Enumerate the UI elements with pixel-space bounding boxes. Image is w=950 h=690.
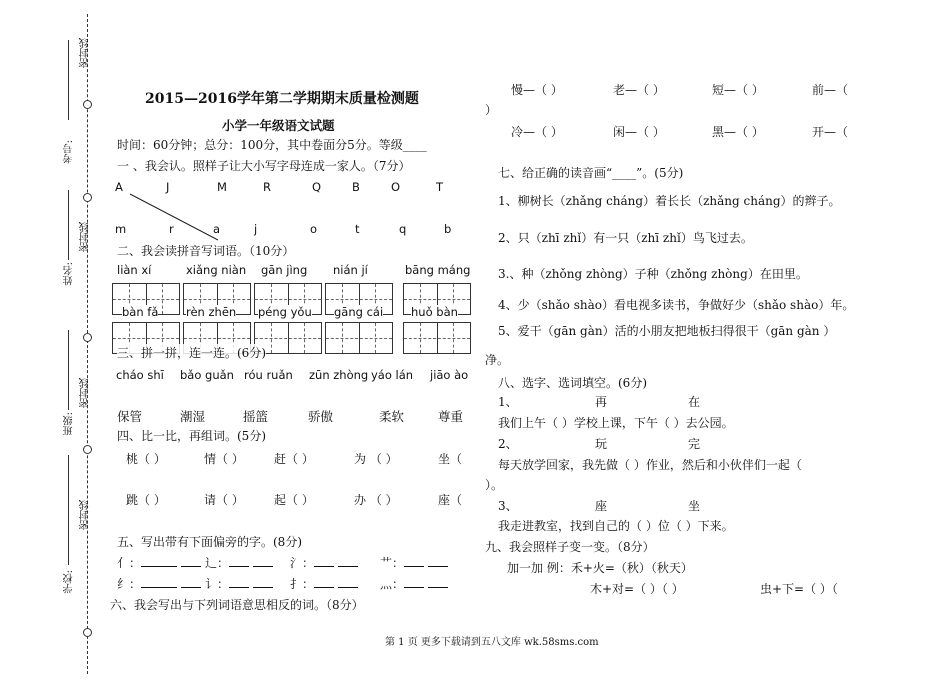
q8-choice-char: 完 [688, 437, 701, 451]
antonym-close-paren: ） [485, 103, 498, 117]
q8-sentence[interactable]: 我们上午（ ）学校上课，下午（ ）去公园。 [498, 416, 734, 430]
seal-label: 密封线 [80, 378, 91, 408]
q8-sentence-tail: ）。 [485, 478, 504, 492]
antonym-item[interactable]: 闲—（ ） [613, 125, 665, 139]
q1-example-connector [110, 192, 230, 244]
radical-item[interactable] [290, 575, 358, 592]
q2-title: 二、我会读拼音写词语。（10分） [117, 244, 295, 258]
pinyin-prompt: gāng cái [334, 305, 384, 319]
name-label: 姓名: [64, 262, 75, 286]
exam-no-fill-line[interactable] [68, 40, 69, 120]
pinyin-prompt: bāng máng [405, 263, 471, 277]
pinyin-prompt: nián jí [333, 263, 368, 277]
radical-item[interactable] [290, 554, 358, 571]
q3-title: 三、拼一拼，连一连。(6分) [117, 346, 266, 360]
radical-label: 辶： [205, 556, 230, 570]
word-option[interactable]: 保管 [117, 409, 143, 424]
q8-group-label: 2、 [498, 437, 518, 451]
antonym-item[interactable]: 慢—（ ） [511, 83, 563, 97]
antonym-item[interactable]: 短—（ ） [712, 83, 764, 97]
class-fill-line[interactable] [68, 330, 69, 410]
binding-hole [83, 445, 92, 454]
compare-item[interactable]: 坐（ [438, 452, 463, 466]
q4-title: 四、比一比，再组词。(5分) [117, 429, 266, 443]
q8-choice-char: 玩 [595, 437, 608, 451]
name-fill-line[interactable] [68, 190, 69, 260]
letter-upper[interactable]: M [217, 180, 227, 194]
letter-upper[interactable]: T [436, 180, 444, 194]
compare-item[interactable]: 桃（ ） [126, 452, 166, 466]
q8-sentence[interactable]: 我走进教室，找到自己的（ ）位（ ）下来。 [498, 519, 734, 533]
radical-label: 亻： [117, 556, 142, 570]
seal-label: 密封线 [80, 222, 91, 252]
letter-lower[interactable]: b [444, 222, 452, 236]
letter-upper[interactable]: J [166, 180, 170, 194]
antonym-item[interactable]: 黑—（ ） [712, 125, 764, 139]
binding-hole [83, 628, 92, 637]
antonym-item[interactable]: 冷—（ ） [511, 125, 563, 139]
radical-label: 扌： [290, 577, 315, 591]
exam-info: 时间：60分钟；总分：100分，其中卷面分5分。等级____ [117, 138, 427, 152]
pinyin-option[interactable]: bǎo guǎn [180, 368, 234, 382]
q8-choice-char: 再 [595, 395, 608, 409]
compare-item[interactable]: 情（ ） [204, 452, 244, 466]
letter-lower[interactable]: m [115, 222, 127, 236]
pinyin-prompt: huǒ bàn [411, 305, 458, 319]
q8-choice-char: 座 [595, 499, 608, 513]
letter-upper[interactable]: O [391, 180, 401, 194]
letter-upper[interactable]: B [352, 180, 360, 194]
q9-item[interactable]: 虫+下=（ ）（ [760, 582, 838, 596]
antonym-item[interactable]: 开—（ [812, 125, 849, 139]
compare-item[interactable]: 座（ [438, 493, 463, 507]
compare-item[interactable]: 办 （ ） [354, 493, 398, 507]
pinyin-prompt: péng yǒu [258, 305, 312, 319]
q8-sentence[interactable]: 每天放学回家，我先做（ ）作业，然后和小伙伴们一起（ [498, 458, 802, 472]
q6-title: 六、我会写出与下列词语意思相反的词。（8分） [110, 598, 364, 612]
radical-label: 灬： [380, 577, 405, 591]
word-option[interactable]: 柔软 [379, 409, 405, 424]
compare-item[interactable]: 赶（ ） [274, 452, 314, 466]
word-option[interactable]: 摇篮 [243, 409, 269, 424]
word-option[interactable]: 骄傲 [308, 409, 334, 424]
writing-grid[interactable] [325, 322, 393, 354]
letter-lower[interactable]: a [213, 222, 221, 236]
radical-label: 氵： [290, 556, 315, 570]
seal-dashed-line [87, 14, 88, 674]
q7-item[interactable]: 4、少（shǎo shào）看电视多读书，争做好少（shǎo shào）年。 [498, 298, 855, 312]
pinyin-option[interactable]: jiāo ào [430, 368, 469, 382]
writing-grid[interactable] [403, 322, 471, 354]
letter-upper[interactable]: R [263, 180, 271, 194]
pinyin-option[interactable]: zūn zhòng [309, 368, 369, 382]
compare-item[interactable]: 为 （ ） [354, 452, 398, 466]
radical-item[interactable] [380, 554, 448, 571]
q7-item-tail: 净。 [485, 353, 510, 367]
q7-item[interactable]: 2、只（zhī zhǐ）有一只（zhī zhǐ）鸟飞过去。 [498, 231, 753, 245]
radical-item[interactable] [380, 575, 448, 592]
radical-item[interactable] [205, 554, 273, 571]
binding-hole [83, 333, 92, 342]
radical-item[interactable] [117, 575, 201, 592]
compare-item[interactable]: 跳（ ） [126, 493, 166, 507]
seal-label: 密封线 [80, 500, 91, 530]
antonym-item[interactable]: 老—（ ） [613, 83, 665, 97]
pinyin-prompt: liàn xí [117, 263, 152, 277]
q8-title: 八、选字、选词填空。(6分) [498, 376, 647, 390]
radical-item[interactable] [205, 575, 273, 592]
letter-lower[interactable]: j [254, 222, 258, 236]
page-footer: 第 1 页 更多下载请到五八文库 wk.58sms.com [385, 637, 599, 648]
pinyin-option[interactable]: cháo shī [116, 368, 164, 382]
letter-upper[interactable]: Q [312, 180, 322, 194]
exam-subtitle: 小学一年级语文试题 [222, 118, 335, 133]
binding-hole [83, 100, 92, 109]
exam-no-label: 考号: [64, 140, 75, 164]
radical-item[interactable] [117, 554, 201, 571]
q7-item[interactable]: 1、柳树长（zhǎng cháng）着长长（zhǎng cháng）的辫子。 [498, 194, 841, 208]
letter-lower[interactable]: t [355, 222, 360, 236]
compare-item[interactable]: 请（ ） [204, 493, 244, 507]
q8-group-label: 3、 [498, 499, 518, 513]
q7-item[interactable]: 5、爱干（gān gàn）活的小朋友把地板扫得很干（gān gàn ） [498, 324, 836, 338]
q1-title: 一 、我会认。照样子让大小写字母连成一家人。（7分） [117, 159, 411, 173]
compare-item[interactable]: 起（ ） [274, 493, 314, 507]
pinyin-option[interactable]: yáo lán [371, 368, 414, 382]
seal-label: 密封线 [80, 38, 91, 68]
letter-lower[interactable]: r [169, 222, 174, 236]
class-label: 班级: [64, 412, 75, 436]
pinyin-prompt: bàn fǎ [122, 305, 159, 319]
q5-title: 五、写出带有下面偏旁的字。(8分) [117, 535, 302, 549]
radical-label: 讠： [205, 577, 230, 591]
pinyin-prompt: xiǎng niàn [186, 263, 247, 277]
radical-label: 纟： [117, 577, 142, 591]
school-fill-line[interactable] [68, 455, 69, 565]
letter-upper[interactable]: A [115, 180, 123, 194]
word-option[interactable]: 潮湿 [180, 409, 206, 424]
q9-example: 加一加 例：禾+火=（秋）（秋天） [507, 561, 693, 575]
exam-title: 2015—2016学年第二学期期末质量检测题 [145, 91, 419, 107]
binding-hole [83, 193, 92, 202]
letter-lower[interactable]: o [310, 222, 318, 236]
radical-label: 艹： [380, 556, 405, 570]
letter-lower[interactable]: q [399, 222, 407, 236]
pinyin-prompt: rèn zhēn [186, 305, 237, 319]
word-option[interactable]: 尊重 [438, 409, 464, 424]
q8-group-label: 1、 [498, 395, 518, 409]
antonym-item[interactable]: 前—（ [812, 83, 849, 97]
q8-choice-char: 在 [688, 395, 701, 409]
q7-item[interactable]: 3.、种（zhǒng zhòng）子种（zhǒng zhòng）在田里。 [498, 267, 808, 281]
q9-title: 九、我会照样子变一变。（8分） [485, 540, 655, 554]
school-label: 学校: [64, 570, 75, 594]
pinyin-option[interactable]: róu ruǎn [244, 368, 293, 382]
q7-title: 七、给正确的读音画“____”。(5分) [498, 166, 684, 180]
q8-choice-char: 坐 [688, 499, 701, 513]
q9-item[interactable]: 木+对=（ ）（ ） [590, 582, 684, 596]
pinyin-prompt: gān jìng [261, 263, 308, 277]
